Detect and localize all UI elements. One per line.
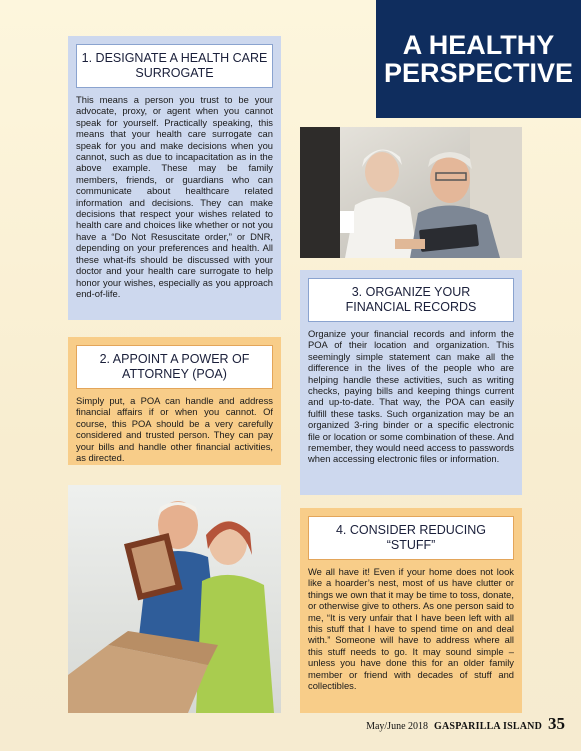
section-4-body: We all have it! Even if your home does not look like a hoarder’s nest, most of us have clutter or things we own that it may be time to toss, donate, or otherwise give to others. As one person said to me, “It is very unfair that I have been left with all this stuff that I have to spend time on and deal with.” Someone will have to address where all this stuff needs to go. It may sound simple – unless you have done this for an older family member or friend with decades of stuff and collectibles.	[308, 566, 514, 692]
section-1-box	[68, 36, 281, 320]
footer-issue: May/June 2018	[366, 721, 429, 732]
title-line-1: A HEALTHY	[402, 30, 555, 60]
photo-couple-tablet	[300, 127, 522, 258]
photo-couple-frame-art	[68, 485, 281, 713]
section-2-heading	[76, 345, 273, 389]
photo-couple-tablet-art	[300, 127, 522, 258]
footer-magazine-name: GASPARILLA ISLAND	[434, 721, 542, 732]
title-line-2: PERSPECTIVE	[383, 58, 574, 88]
section-4-box	[300, 508, 522, 713]
section-1-heading	[76, 44, 273, 88]
article-title	[376, 0, 581, 118]
section-2-heading-line-2: ATTORNEY (POA)	[122, 367, 227, 381]
section-3-heading-line-1: 3. ORGANIZE YOUR	[351, 285, 471, 299]
section-2-box	[68, 337, 281, 465]
page-number: 35	[548, 714, 565, 733]
photo-couple-picture-frame	[68, 485, 281, 713]
section-1-body: This means a person you trust to be your advocate, proxy, or agent when you cannot speak for yourself. Practically speaking, this means that your health care surrogate can speak for you and make decisions when you cannot, such as due to incapacitation as in the above example. These may be family members, friends, or guardians who can communicate about healthcare related information and decisions. They can make decisions that respect your wishes related to health care and choices like whether or not you have a “Do Not Resuscitate order,” or DNR, depending on your preferences and health. All these what-ifs should be discussed with your doctor and your health care surrogate to help honor your wishes, especially as you approach end-of-life.	[76, 94, 273, 299]
section-1-heading-line-2: SURROGATE	[135, 66, 214, 80]
page-footer	[366, 714, 565, 734]
section-4-heading	[308, 516, 514, 560]
section-1-heading-line-1: 1. DESIGNATE A HEALTH CARE	[81, 51, 268, 65]
section-2-heading-line-1: 2. APPOINT A POWER OF	[99, 352, 250, 366]
section-4-heading-line-2: “STUFF”	[386, 538, 436, 552]
section-3-body: Organize your financial records and inform the POA of their location and organization. This seemingly simple statement can make all the difference in the lives of the people who are helping handle these activities, such as writing checks, paying bills and keeping things current and up-to-date. That way, the POA can easily fulfill these tasks. Such organization may be an organized 3-ring binder or a specific electronic file or location or some combination of these. And remember, they would need access to passwords when accessing electronic files or information.	[308, 328, 514, 465]
section-3-box	[300, 270, 522, 495]
section-2-body: Simply put, a POA can handle and address financial affairs if or when you cannot. Of course, this POA should be a very carefully considered and trusted person. They can pay your bills and handle other financial activities, as directed.	[76, 395, 273, 464]
section-4-heading-line-1: 4. CONSIDER REDUCING	[335, 523, 487, 537]
section-3-heading-line-2: FINANCIAL RECORDS	[345, 300, 477, 314]
section-3-heading	[308, 278, 514, 322]
